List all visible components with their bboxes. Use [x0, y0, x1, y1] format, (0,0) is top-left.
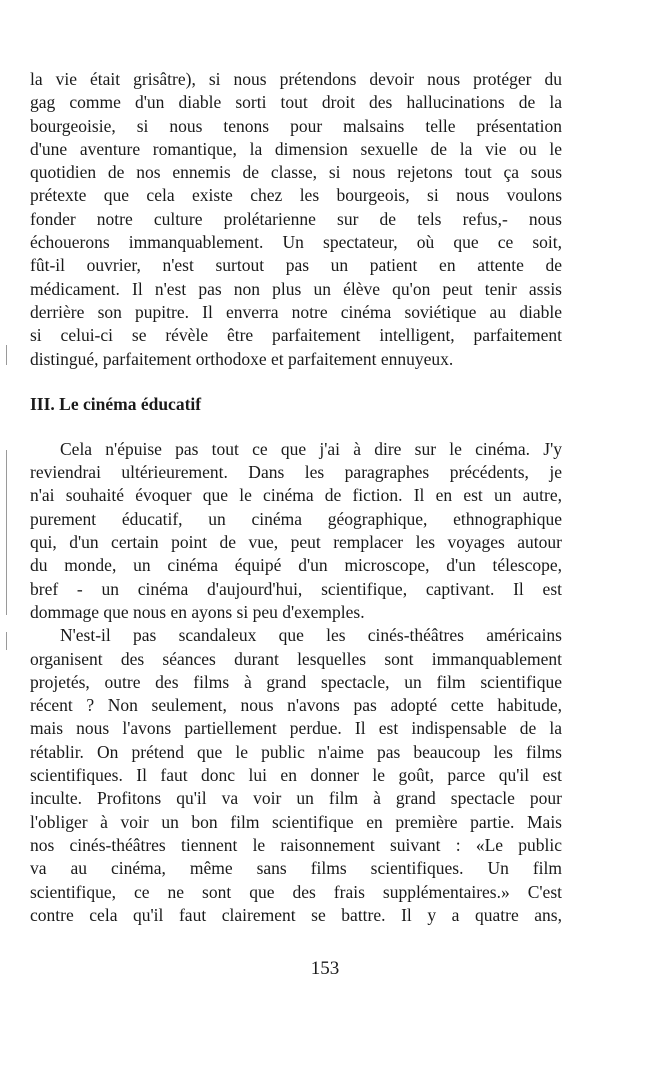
text-line: inculte. Profitons qu'il va voir un film à grand spectacle pour	[30, 788, 562, 809]
text-line: médicament. Il n'est pas non plus un élève qu'on peut tenir assis	[30, 278, 562, 299]
text-line: projetés, outre des films à grand spectacle, un film scientifique	[30, 671, 562, 692]
text-line: la vie était grisâtre), si nous prétendons devoir nous protéger du	[30, 69, 562, 89]
text-line: scientifique, ce ne sont que des frais supplémentaires.» C'est	[30, 881, 562, 902]
text-line: gag comme d'un diable sorti tout droit des hallucinations de la	[30, 92, 562, 113]
section-heading: III. Le cinéma éducatif	[30, 393, 202, 414]
text-line: dommage que nous en ayons si peu d'exemples.	[30, 601, 365, 622]
text-line: d'une aventure romantique, la dimension sexuelle de la vie ou le	[30, 138, 562, 159]
text-line: rétablir. On prétend que le public n'aime pas beaucoup les films	[30, 741, 562, 762]
page-number: 153	[310, 958, 340, 979]
paragraph-top	[30, 68, 562, 371]
text-line: fût-il ouvrier, n'est surtout pas un patient en attente de	[30, 255, 562, 276]
text-line: du monde, un cinéma équipé d'un microscope, d'un télescope,	[30, 555, 562, 576]
text-line: Cela n'épuise pas tout ce que j'ai à dire sur le cinéma. J'y	[60, 438, 562, 459]
text-line: n'ai souhaité évoquer que le cinéma de fiction. Il en est un autre,	[30, 485, 562, 506]
text-line: contre cela qu'il faut clairement se battre. Il y a quatre ans,	[30, 904, 562, 925]
text-line: N'est-il pas scandaleux que les cinés-théâtres américains	[60, 625, 562, 646]
margin-mark-bottom	[6, 632, 7, 650]
text-line: purement éducatif, un cinéma géographique, ethnographique	[30, 508, 562, 529]
text-line: récent ? Non seulement, nous n'avons pas adopté cette habitude,	[30, 695, 562, 716]
text-line: fonder notre culture prolétarienne sur de tels refus,- nous	[30, 208, 562, 229]
text-line: nos cinés-théâtres tiennent le raisonnement suivant : «Le public	[30, 834, 562, 855]
paragraph-three	[30, 624, 562, 927]
text-line: derrière son pupitre. Il enverra notre cinéma soviétique au diable	[30, 301, 562, 322]
text-line: mais nous l'avons partiellement perdue. Il est indispensable de la	[30, 718, 562, 739]
text-line: va au cinéma, même sans films scientifiques. Un film	[30, 858, 562, 879]
text-line: bourgeoisie, si nous tenons pour malsains telle présentation	[30, 115, 562, 136]
text-line: si celui-ci se révèle être parfaitement intelligent, parfaitement	[30, 325, 562, 346]
text-line: quotidien de nos ennemis de classe, si nous rejetons tout ça sous	[30, 162, 562, 183]
margin-mark-top	[6, 345, 7, 365]
text-line: distingué, parfaitement orthodoxe et parfaitement ennuyeux.	[30, 348, 454, 369]
text-line: organisent des séances durant lesquelles sont immanquablement	[30, 648, 562, 669]
text-line: l'obliger à voir un bon film scientifique en première partie. Mais	[30, 811, 562, 832]
text-line: qui, d'un certain point de vue, peut remplacer les voyages autour	[30, 532, 562, 553]
text-line: scientifiques. Il faut donc lui en donner le goût, parce qu'il est	[30, 765, 562, 786]
page-body	[30, 68, 562, 927]
text-line: bref - un cinéma d'aujourd'hui, scientifique, captivant. Il est	[30, 578, 562, 599]
margin-mark-middle	[6, 450, 7, 615]
text-line: échouerons immanquablement. Un spectateur, où que ce soit,	[30, 232, 562, 253]
paragraph-two	[30, 438, 562, 624]
text-line: reviendrai ultérieurement. Dans les paragraphes précédents, je	[30, 462, 562, 483]
text-line: prétexte que cela existe chez les bourgeois, si nous voulons	[30, 185, 562, 206]
